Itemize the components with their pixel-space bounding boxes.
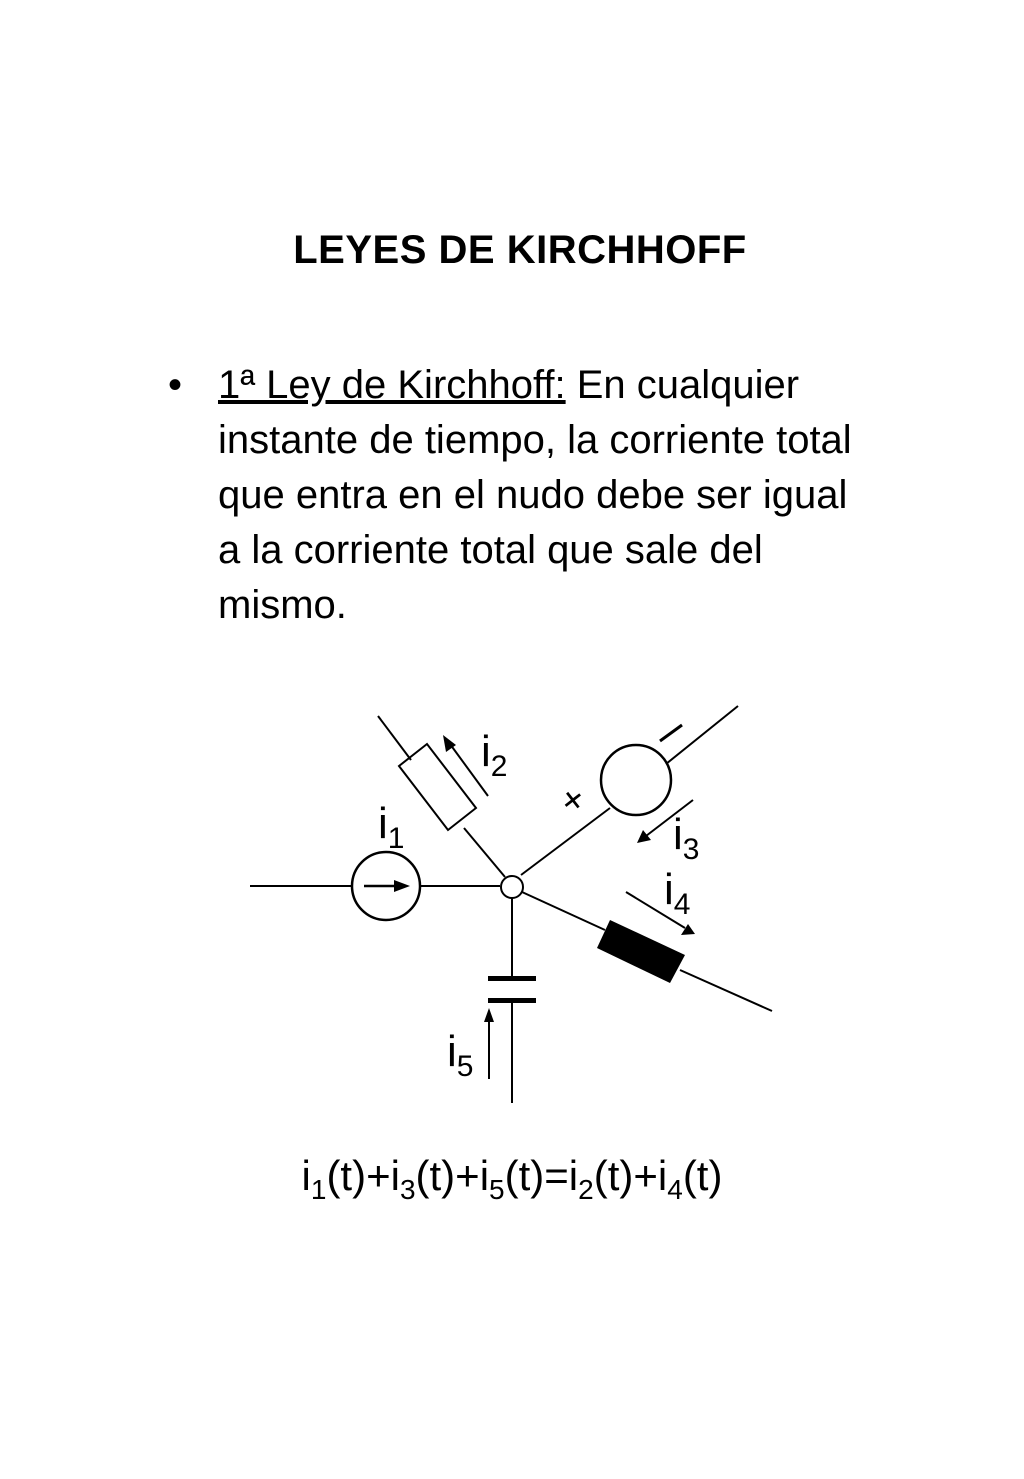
branch-2-wire xyxy=(464,828,505,877)
arrow-i3-shaft xyxy=(646,800,693,836)
eq-term: $i_4(t)$ xyxy=(657,1152,723,1205)
bullet-point: • xyxy=(168,363,183,407)
eq-term: $i_1(t)+$ xyxy=(301,1152,391,1205)
label-i4: $i_4$ xyxy=(664,865,691,921)
inductor xyxy=(597,920,685,983)
voltage-source xyxy=(601,745,671,815)
arrow-i3-head xyxy=(637,830,651,843)
minus-sign xyxy=(660,725,682,741)
eq-term: $i_2(t)+$ xyxy=(568,1152,658,1205)
eq-term: $i_3(t)+$ xyxy=(390,1152,480,1205)
resistor xyxy=(399,744,476,830)
label-i1: $i_1$ xyxy=(378,799,405,855)
page-title: LEYES DE KIRCHHOFF xyxy=(293,228,747,272)
branch-4-wire xyxy=(522,892,605,930)
label-i2: $i_2$ xyxy=(481,727,508,783)
current-source-arrowhead xyxy=(394,880,410,892)
arrow-i4-head xyxy=(681,924,695,935)
law-text: En cualquier instante de tiempo, la corriente total que entra en el nudo debe ser igual a la corriente total que sale del mismo. xyxy=(218,363,852,627)
capacitor-plate-bottom xyxy=(488,998,536,1003)
branch-4-wire xyxy=(680,970,772,1011)
capacitor-plate-top xyxy=(488,976,536,981)
eq-term: $i_5(t)=$ xyxy=(479,1152,569,1205)
label-i3: $i_3$ xyxy=(673,810,700,866)
law-term: 1ª Ley de Kirchhoff: xyxy=(218,363,566,407)
kirchhoff-equation xyxy=(0,1152,1024,1205)
branch-3-wire xyxy=(521,808,610,875)
node xyxy=(501,876,523,898)
arrow-i5-head xyxy=(484,1008,494,1022)
plus-sign: + xyxy=(551,777,595,824)
label-i5: $i_5$ xyxy=(447,1027,474,1083)
branch-3-wire xyxy=(666,706,738,764)
branch-2-wire xyxy=(378,716,411,760)
